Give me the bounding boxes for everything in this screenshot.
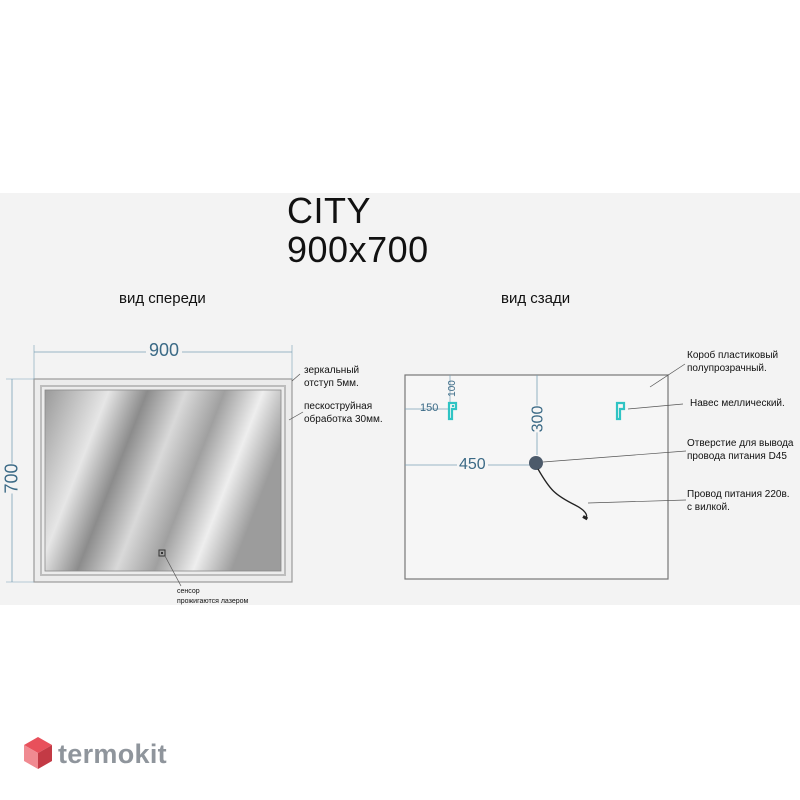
height-dimension: 700 — [1, 463, 22, 494]
hole-offset-y: 300 — [529, 405, 547, 433]
product-name: CITY — [287, 190, 372, 231]
sensor-note: сенсор прожигаются лазером — [177, 588, 249, 605]
hanger-offset-x: 150 — [420, 402, 439, 414]
cable-note: Провод питания 220в. с вилкой. — [687, 489, 790, 513]
hanger-note: Навес меллический. — [690, 398, 785, 409]
mirror-glass — [45, 390, 281, 571]
brand-name: termokit — [58, 739, 167, 769]
cable-hole-icon — [529, 456, 543, 470]
product-size: 900x700 — [287, 229, 429, 270]
width-dimension: 900 — [146, 340, 182, 361]
sandblast-note: пескоструйная обработка 30мм. — [304, 401, 383, 425]
termokit-logo-icon — [24, 737, 52, 769]
hole-offset-x: 450 — [459, 456, 486, 473]
back-view-label: вид сзади — [501, 290, 571, 307]
hole-note: Отверстие для вывода провода питания D45 — [687, 438, 794, 462]
box-note: Короб пластиковый полупрозрачный. — [687, 350, 779, 374]
front-view-label: вид спереди — [119, 290, 206, 307]
hanger-offset-y: 100 — [446, 380, 458, 397]
front-view — [6, 345, 303, 586]
mirror-indent-note: зеркальный отступ 5мм. — [304, 365, 360, 389]
